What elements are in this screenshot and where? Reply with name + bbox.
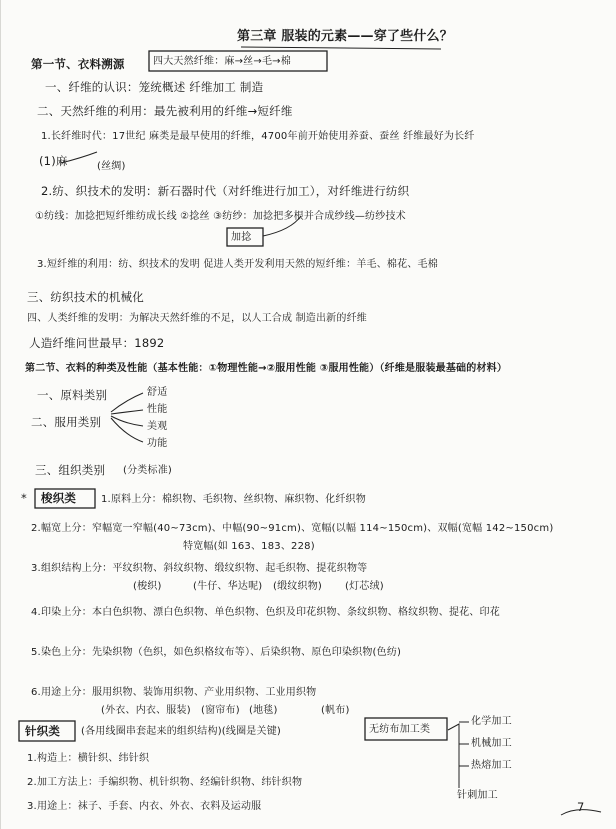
- use-sub-1: (窗帘布): [201, 705, 240, 716]
- woven-weave-line: 3.组织结构上分：平纹织物、斜纹织物、缎纹织物、起毛织物、提花织物等: [31, 563, 368, 574]
- branch-usage: 二、服用类别: [31, 415, 102, 429]
- woven-use-line: 6.用途上分：服用织物、装饰用织物、产业用织物、工业用织物: [31, 687, 317, 698]
- line-fiber-intro: 一、纤维的认识：笼统概述 纤维加工 制造: [45, 80, 264, 94]
- knit-line-1: 1.构造上：横针织、纬针织: [27, 753, 150, 764]
- section1-heading: 第一节、衣料溯源: [31, 57, 125, 71]
- nonwoven-item-1: 机械加工: [471, 738, 512, 749]
- weave-sub-3: (灯芯绒): [345, 581, 384, 592]
- weave-sub-2: (缎纹织物): [273, 581, 323, 592]
- line-silk-note: (丝绸): [97, 161, 126, 172]
- branch-item-comfort: 舒适: [147, 387, 168, 398]
- weave-sub-0: (梭织): [133, 581, 162, 592]
- branch-item-appearance: 美观: [147, 421, 168, 432]
- line-first-manmade: 人造纤维问世最早：1892: [29, 336, 165, 350]
- structure-note: (分类标准): [123, 465, 173, 476]
- knit-note: (各用线圈串套起来的组织结构)(线圈是关键): [81, 726, 282, 737]
- nonwoven-extra: 针刺加工: [457, 790, 498, 801]
- branch-item-performance: 性能: [147, 404, 168, 415]
- use-sub-3: (帆布): [321, 705, 350, 716]
- chapter-title: 第三章 服装的元素——穿了些什么？: [237, 29, 453, 44]
- line-invention: 四、人类纤维的发明：为解决天然纤维的不足，以人工合成 制造出新的纤维: [27, 313, 367, 324]
- branch-item-function: 功能: [147, 438, 168, 449]
- line-mechanization: 三、纺织技术的机械化: [27, 290, 144, 304]
- nonwoven-heading: 无纺布加工类: [369, 724, 431, 735]
- use-sub-2: (地毯): [249, 705, 278, 716]
- woven-width-extra: 特宽幅(如 163、183、228): [183, 541, 315, 552]
- line-spinning: 2.纺、织技术的发明：新石器时代（对纤维进行加工），对纤维进行纺织: [41, 184, 410, 198]
- bullet-icon: *: [21, 491, 27, 505]
- boxed-note: 四大天然纤维：麻→丝→毛→棉: [153, 56, 291, 67]
- line-natural-fiber: 二、天然纤维的利用：最先被利用的纤维→短纤维: [37, 104, 293, 118]
- line-structure-class: 三、组织类别: [35, 463, 106, 477]
- section2-heading: 第二节、衣料的种类及性能（基本性能：①物理性能→②服用性能 ③服用性能）（纤维是服装最基础的材料）: [25, 363, 508, 374]
- nonwoven-item-2: 热熔加工: [471, 760, 512, 771]
- woven-width-line: 2.幅宽上分：窄幅宽一窄幅(40~73cm)、中幅(90~91cm)、宽幅(以幅 114~150cm)、双幅(宽幅 142~150cm): [31, 523, 554, 534]
- woven-heading: 梭织类: [41, 491, 77, 505]
- line-spinning-steps: ①纺线：加捻把短纤维纺成长线 ②捻丝 ③纺纱：加捻把多根并合成纱线—纺纱技术: [35, 211, 406, 222]
- use-sub-0: (外衣、内衣、服装): [101, 705, 191, 716]
- knit-line-3: 3.用途上：袜子、手套、内衣、外衣、衣料及运动服: [27, 801, 262, 812]
- woven-finish-line: 5.染色上分：先染织物（色织，如色织格纹布等）、后染织物、原色印染织物(色纺): [31, 647, 402, 658]
- weave-sub-1: (牛仔、华达呢): [193, 581, 263, 592]
- knit-line-2: 2.加工方法上：手编织物、机针织物、经编针织物、纬针织物: [27, 777, 303, 788]
- twist-box: 加捻: [231, 232, 252, 243]
- woven-material-line: 1.原料上分：棉织物、毛织物、丝织物、麻织物、化纤织物: [101, 494, 366, 505]
- line-hemp-label: (1)麻: [39, 154, 68, 168]
- line-long-fiber: 1.长纤维时代：17世纪 麻类是最早使用的纤维，4700年前开始使用养蚕、蚕丝 纤维最好为长纤: [41, 131, 475, 142]
- branch-raw-material: 一、原料类别: [37, 388, 108, 402]
- page-number: 7: [577, 800, 585, 814]
- woven-dye-line: 4.印染上分：本白色织物、漂白色织物、单色织物、色织及印花织物、条纹织物、格纹织物、提花、印花: [31, 607, 500, 618]
- knit-heading: 针织类: [25, 724, 61, 738]
- nonwoven-item-0: 化学加工: [471, 716, 512, 727]
- line-short-fiber: 3.短纤维的利用：纺、织技术的发明 促进人类开发利用天然的短纤维：羊毛、棉花、毛棉: [37, 259, 438, 270]
